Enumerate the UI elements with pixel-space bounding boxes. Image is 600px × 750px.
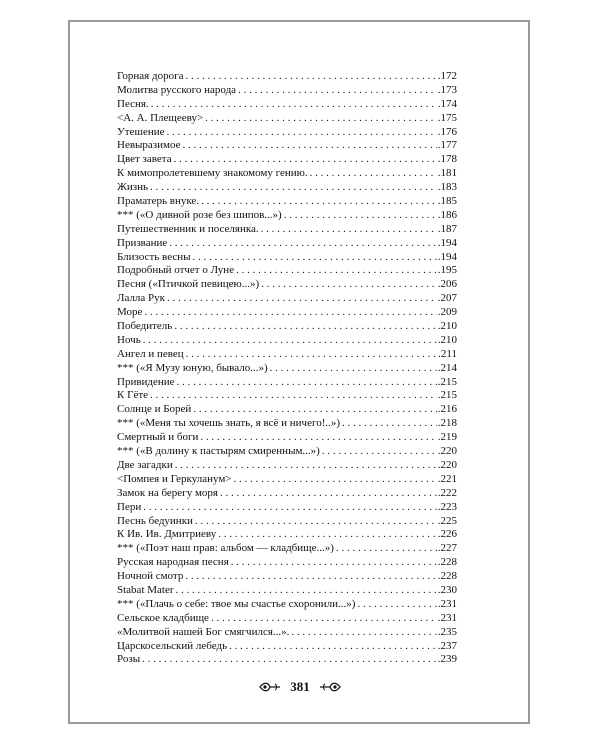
toc-entry-page: .174 <box>437 97 457 110</box>
toc-leader-dots <box>143 334 437 348</box>
toc-entry-title: Замок на берегу моря <box>117 486 218 499</box>
toc-entry <box>117 389 457 403</box>
toc-entry-page: .183 <box>437 181 457 194</box>
toc-entry-title: Stabat Mater <box>117 583 174 596</box>
toc-entry <box>117 431 457 445</box>
toc-leader-dots <box>185 570 436 584</box>
toc-entry-title: Ночь <box>117 333 141 346</box>
toc-entry <box>117 515 457 529</box>
toc-entry <box>117 195 457 209</box>
toc-entry-page: .231 <box>437 611 457 624</box>
toc-entry-page: .220 <box>437 445 457 458</box>
toc-entry <box>117 84 457 98</box>
toc-entry <box>117 570 457 584</box>
toc-entry-title: *** («Поэт наш прав: альбом — кладбище...») <box>117 542 334 555</box>
toc-entry-title: *** («Я Музу юную, бывало...») <box>117 361 268 374</box>
toc-entry <box>117 473 457 487</box>
toc-entry <box>117 334 457 348</box>
toc-leader-dots <box>342 417 437 431</box>
toc-entry-title: <Помпея и Геркуланум> <box>117 472 232 485</box>
toc-entry-title: Праматерь внуке. <box>117 195 200 208</box>
toc-entry <box>117 126 457 140</box>
toc-entry <box>117 167 457 181</box>
toc-entry-title: К Гёте <box>117 389 149 402</box>
toc-leader-dots <box>176 584 437 598</box>
toc-entry-title: К Ив. Ив. Дмитриеву <box>117 528 217 541</box>
toc-entry <box>117 98 457 112</box>
toc-entry-title: Ангел и певец <box>117 347 184 360</box>
toc-entry-page: .214 <box>437 361 457 374</box>
toc-entry-title: <А. А. Плещееву> <box>117 111 204 124</box>
page-footer <box>0 679 600 695</box>
toc-leader-dots <box>231 556 437 570</box>
toc-entry <box>117 264 457 278</box>
toc-leader-dots <box>322 445 437 459</box>
toc-entry-page: .215 <box>437 375 457 388</box>
toc-leader-dots <box>291 626 436 640</box>
toc-entry-title: Горная дорога <box>117 70 184 82</box>
toc-leader-dots <box>143 501 437 515</box>
toc-entry <box>117 459 457 473</box>
toc-entry <box>117 612 457 626</box>
toc-entry <box>117 112 457 126</box>
toc-leader-dots <box>211 612 437 626</box>
toc-entry-title: *** («В долину к пастырям смиренным...») <box>117 445 320 458</box>
toc-entry-page: .195 <box>437 264 457 277</box>
toc-entry-title: Пери <box>117 500 142 513</box>
toc-leader-dots <box>183 139 437 153</box>
toc-entry <box>117 487 457 501</box>
toc-entry-title: «Молитвой нашей Бог смягчился...». <box>117 625 290 638</box>
toc-entry <box>117 640 457 654</box>
toc-entry <box>117 376 457 390</box>
toc-leader-dots <box>220 487 437 501</box>
toc-entry <box>117 556 457 570</box>
toc-leader-dots <box>174 153 437 167</box>
toc-entry-page: .211 <box>438 347 457 360</box>
toc-entry-title: Розы <box>117 653 141 666</box>
toc-entry-page: .187 <box>437 222 457 235</box>
toc-entry-page: .237 <box>437 639 457 652</box>
toc-entry-title: *** («О дивной розе без шипов...») <box>117 208 282 221</box>
toc-leader-dots <box>193 403 436 417</box>
toc-entry-page: .216 <box>437 403 457 416</box>
toc-entry <box>117 237 457 251</box>
toc-entry-page: .173 <box>437 83 457 96</box>
toc-entry-title: Привидение <box>117 375 175 388</box>
fleuron-left-icon <box>258 681 282 693</box>
toc-entry-page: .210 <box>437 333 457 346</box>
toc-entry-title: Жизнь <box>117 181 148 194</box>
toc-entry <box>117 362 457 376</box>
fleuron-right-icon <box>318 681 342 693</box>
toc-entry-title: *** («Плачь о себе: твое мы счастье схоронили...») <box>117 597 356 610</box>
toc-entry-title: Утешение <box>117 125 165 138</box>
toc-entry-page: .176 <box>437 125 457 138</box>
toc-entry-page: .219 <box>437 431 457 444</box>
toc-entry <box>117 153 457 167</box>
toc-entry-title: Царскосельский лебедь <box>117 639 228 652</box>
toc-entry-page: .230 <box>437 583 457 596</box>
toc-leader-dots <box>236 264 437 278</box>
toc-entry <box>117 542 457 556</box>
toc-leader-dots <box>174 320 436 334</box>
toc-entry-page: .181 <box>437 167 457 180</box>
toc-entry-page: .226 <box>437 528 457 541</box>
toc-entry <box>117 278 457 292</box>
toc-entry-page: .215 <box>437 389 457 402</box>
toc-leader-dots <box>261 278 437 292</box>
toc-leader-dots <box>284 209 437 223</box>
toc-entry-title: Победитель <box>117 320 173 333</box>
toc-entry-title: Море <box>117 306 143 319</box>
toc-entry-title: Подробный отчет о Луне <box>117 264 235 277</box>
toc-entry-title: Смертный и боги <box>117 431 199 444</box>
toc-entry-title: Лалла Рук <box>117 292 166 305</box>
toc-leader-dots <box>167 126 437 140</box>
toc-entry <box>117 70 457 84</box>
toc-entry <box>117 501 457 515</box>
toc-entry <box>117 626 457 640</box>
toc-entry-page: .175 <box>437 111 457 124</box>
toc-entry <box>117 139 457 153</box>
toc-leader-dots <box>310 167 437 181</box>
table-of-contents <box>117 70 457 667</box>
toc-entry-page: .207 <box>437 292 457 305</box>
toc-entry-page: .185 <box>437 195 457 208</box>
toc-entry-page: .209 <box>437 306 457 319</box>
toc-leader-dots <box>169 237 436 251</box>
toc-entry-page: .220 <box>437 458 457 471</box>
toc-entry-title: Призвание <box>117 236 168 249</box>
toc-entry-page: .194 <box>437 250 457 263</box>
toc-entry-title: Сельское кладбище <box>117 611 209 624</box>
toc-leader-dots <box>150 181 437 195</box>
toc-leader-dots <box>201 195 437 209</box>
toc-entry-page: .172 <box>437 70 457 82</box>
toc-entry-title: Солнце и Борей <box>117 403 192 416</box>
toc-entry-page: .206 <box>437 278 457 291</box>
toc-entry-title: Русская народная песня <box>117 556 229 569</box>
toc-leader-dots <box>177 376 437 390</box>
toc-entry-page: .210 <box>437 320 457 333</box>
toc-leader-dots <box>167 292 437 306</box>
toc-leader-dots <box>234 473 437 487</box>
toc-entry-title: Путешественник и поселянка. <box>117 222 259 235</box>
toc-leader-dots <box>357 598 436 612</box>
toc-entry-page: .235 <box>437 625 457 638</box>
toc-entry <box>117 348 457 362</box>
toc-entry-page: .222 <box>437 486 457 499</box>
toc-entry <box>117 653 457 667</box>
toc-entry <box>117 181 457 195</box>
toc-leader-dots <box>218 528 437 542</box>
toc-entry-page: .218 <box>437 417 457 430</box>
toc-entry-title: Песня («Птичкой певицею...») <box>117 278 260 291</box>
toc-entry-title: Близость весны <box>117 250 191 263</box>
toc-entry <box>117 445 457 459</box>
toc-leader-dots <box>150 389 437 403</box>
toc-entry-page: .178 <box>437 153 457 166</box>
toc-entry-title: К мимопролетевшему знакомому гению. <box>117 167 308 180</box>
toc-entry <box>117 292 457 306</box>
toc-entry-title: Невыразимое <box>117 139 181 152</box>
toc-entry-page: .227 <box>437 542 457 555</box>
toc-entry-page: .221 <box>437 472 457 485</box>
toc-leader-dots <box>151 98 437 112</box>
toc-entry <box>117 417 457 431</box>
toc-leader-dots <box>270 362 437 376</box>
toc-entry-page: .223 <box>437 500 457 513</box>
toc-entry-page: .225 <box>437 514 457 527</box>
toc-entry <box>117 251 457 265</box>
toc-entry-title: Цвет завета <box>117 153 172 166</box>
toc-leader-dots <box>193 251 437 265</box>
toc-entry-title: Молитва русского народа <box>117 83 237 96</box>
toc-entry <box>117 209 457 223</box>
toc-entry <box>117 320 457 334</box>
toc-entry-title: Две загадки <box>117 458 173 471</box>
toc-entry <box>117 584 457 598</box>
toc-leader-dots <box>175 459 437 473</box>
toc-leader-dots <box>195 515 437 529</box>
toc-entry <box>117 306 457 320</box>
toc-entry <box>117 528 457 542</box>
toc-leader-dots <box>229 640 437 654</box>
toc-entry <box>117 598 457 612</box>
toc-entry-title: Ночной смотр <box>117 570 184 583</box>
toc-entry-page: .186 <box>437 208 457 221</box>
toc-entry-title: Песнь бедуинки <box>117 514 193 527</box>
toc-entry-page: .231 <box>437 597 457 610</box>
toc-entry <box>117 403 457 417</box>
toc-leader-dots <box>142 653 437 667</box>
toc-leader-dots <box>261 223 437 237</box>
toc-entry-page: .177 <box>437 139 457 152</box>
toc-leader-dots <box>185 70 436 84</box>
toc-entry-page: .194 <box>437 236 457 249</box>
toc-leader-dots <box>200 431 436 445</box>
toc-entry-title: Песня. <box>117 97 149 110</box>
toc-leader-dots <box>186 348 438 362</box>
toc-leader-dots <box>205 112 437 126</box>
toc-entry <box>117 223 457 237</box>
page-number: 381 <box>290 679 310 694</box>
toc-entry-page: .239 <box>437 653 457 666</box>
toc-entry-page: .228 <box>437 570 457 583</box>
toc-leader-dots <box>238 84 437 98</box>
toc-leader-dots <box>144 306 436 320</box>
toc-entry-page: .228 <box>437 556 457 569</box>
toc-leader-dots <box>336 542 437 556</box>
toc-entry-title: *** («Меня ты хочешь знать, я всё и ничего!..») <box>117 417 341 430</box>
